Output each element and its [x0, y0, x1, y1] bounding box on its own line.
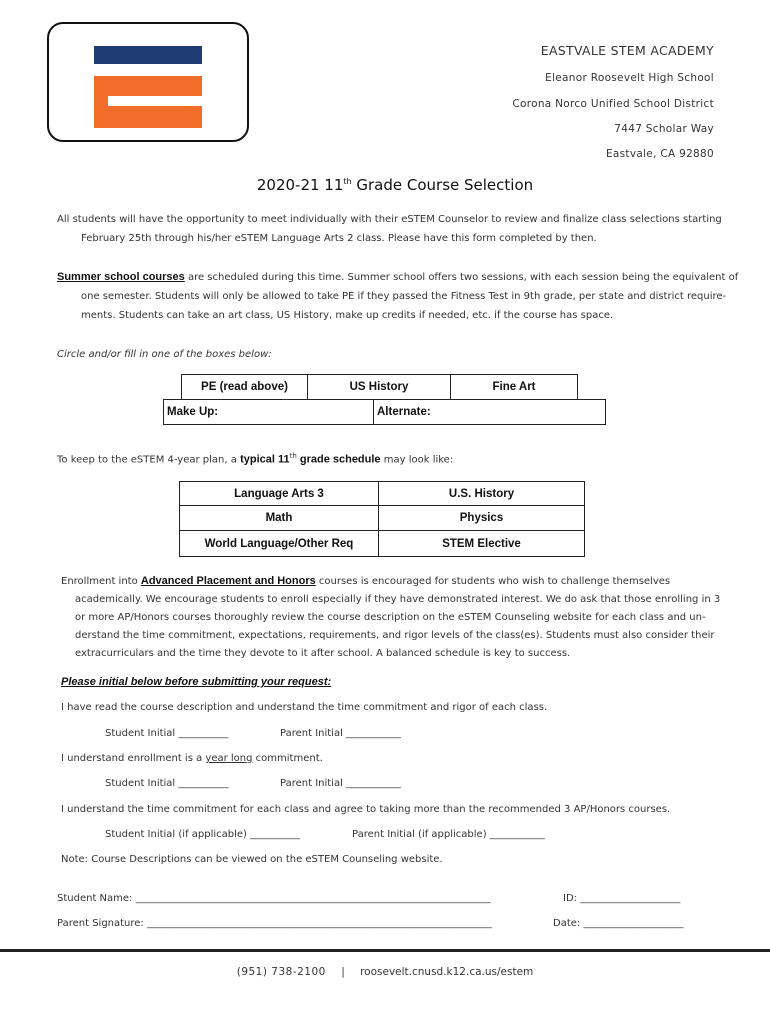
summer-options-table: [181, 374, 578, 400]
alternate-field[interactable]: Alternate:: [374, 400, 606, 425]
statement-3: I understand the time commitment for each class and agree to taking more than the recommended 3 AP/Honors courses.: [61, 804, 671, 815]
schedule-table: [179, 481, 585, 557]
footer-phone: (951) 738-2100: [236, 966, 326, 978]
enrollment-paragraph: Enrollment into Advanced Placement and Honors courses is encouraged for students who wish to challenge themselves academically. We encourage students to enroll especially if they have demonstrated interest. We do ask that those enrolling in 3 or more AP/Honors courses thoroughly review the course description on the eSTEM Counseling website for each class and un- derstand the time commitment, expectations, requirements, and rigor levels of the class(es). Students must also consider their extracurriculars and the time they devote to it after school. A balanced schedule is key to success.: [61, 575, 721, 659]
logo-navy-bar: [94, 46, 202, 64]
page-title: 2020-21 11th Grade Course Selection: [256, 176, 534, 194]
schedule-cell: U.S. History: [379, 482, 585, 506]
parent-initial-3[interactable]: Parent Initial (if applicable) ___________: [352, 829, 545, 840]
intro-paragraph: All students will have the opportunity to meet individually with their eSTEM Counselor to review and finalize class selections starting February 25th through his/her eSTEM Language Arts 2 class. Please have this form completed by then.: [57, 214, 722, 244]
circle-instruction: Circle and/or fill in one of the boxes below:: [57, 349, 272, 360]
initial-heading: Please initial below before submitting your request:: [61, 676, 332, 688]
schedule-cell: STEM Elective: [379, 531, 585, 557]
schedule-cell: Math: [180, 506, 379, 531]
schedule-cell: World Language/Other Req: [180, 531, 379, 557]
parent-initial-1[interactable]: Parent Initial ___________: [280, 728, 402, 739]
footer-url[interactable]: roosevelt.cnusd.k12.ca.us/estem: [360, 966, 534, 978]
typical-schedule-text: To keep to the eSTEM 4-year plan, a typical 11th grade schedule may look like:: [57, 452, 454, 466]
street-address: 7447 Scholar Way: [614, 123, 714, 135]
statement-2: I understand enrollment is a year long commitment.: [61, 753, 323, 764]
student-name-field[interactable]: Student Name: _______________________________________________________________________: [57, 893, 491, 904]
date-field[interactable]: Date: ____________________: [553, 918, 684, 929]
schedule-cell: Physics: [379, 506, 585, 531]
school-subname: Eleanor Roosevelt High School: [545, 72, 714, 84]
student-initial-3[interactable]: Student Initial (if applicable) __________: [105, 829, 301, 840]
school-name: EASTVALE STEM ACADEMY: [540, 43, 714, 58]
district-name: Corona Norco Unified School District: [512, 98, 714, 110]
parent-signature-field[interactable]: Parent Signature: _____________________________________________________________________: [57, 918, 492, 929]
id-field[interactable]: ID: ____________________: [563, 893, 681, 904]
option-fine-art[interactable]: Fine Art: [451, 375, 578, 400]
makeup-alternate-table: [163, 399, 606, 425]
statement-1: I have read the course description and understand the time commitment and rigor of each class.: [61, 702, 548, 713]
parent-initial-2[interactable]: Parent Initial ___________: [280, 778, 402, 789]
footer-separator: |: [341, 966, 345, 978]
summer-paragraph: Summer school courses are scheduled during this time. Summer school offers two sessions, with each session being the equivalent of one semester. Students will only be allowed to take PE if they passed the Fitness Test in 9th grade, per state and district require- ments. Students can take an art class, US History, make up credits if needed, etc. if the course has space.: [57, 271, 739, 321]
note-text: Note: Course Descriptions can be viewed on the eSTEM Counseling website.: [61, 854, 443, 865]
school-logo: [47, 22, 249, 142]
student-initial-1[interactable]: Student Initial __________: [105, 728, 229, 739]
city-address: Eastvale, CA 92880: [605, 148, 714, 160]
footer-divider: [0, 949, 770, 952]
makeup-field[interactable]: Make Up:: [164, 400, 374, 425]
option-us-history[interactable]: US History: [308, 375, 451, 400]
logo-orange-shape: [94, 76, 202, 128]
option-pe[interactable]: PE (read above): [182, 375, 308, 400]
student-initial-2[interactable]: Student Initial __________: [105, 778, 229, 789]
footer-contact: [0, 966, 770, 978]
schedule-cell: Language Arts 3: [180, 482, 379, 506]
